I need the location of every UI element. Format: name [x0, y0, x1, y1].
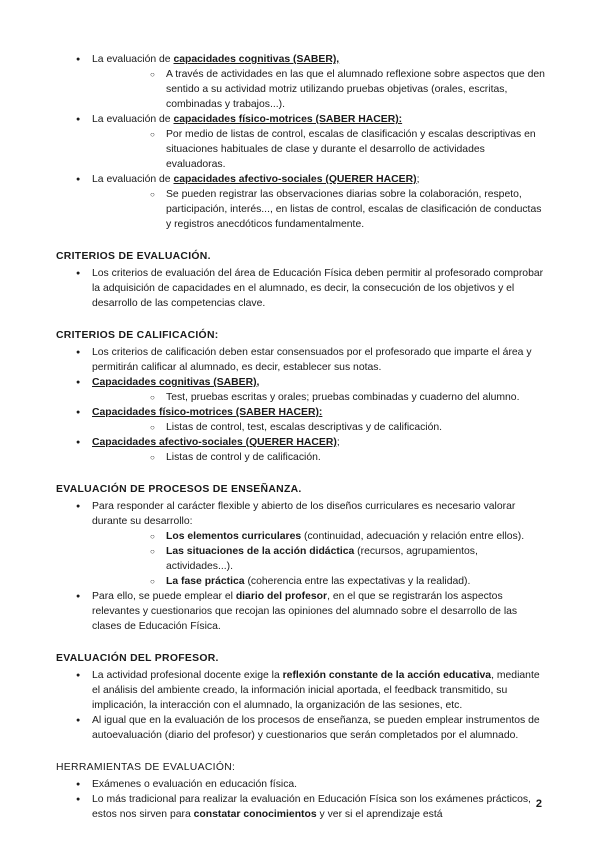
list-item — [56, 713, 546, 743]
sub-item-text: (continuidad, adecuación y relación entre ellos). — [301, 531, 525, 542]
item-text: Al igual que en la evaluación de los procesos de enseñanza, se pueden emplear instrumentos de autoevaluación (diario del profesor) y cuestionarios que serán completados por el alumnado. — [92, 715, 540, 741]
list-item — [56, 435, 546, 465]
item-text: La evaluación de — [92, 114, 174, 125]
item-bold-text: reflexión constante de la acción educativa — [282, 670, 492, 681]
item-suffix: , en el que se registrarán los aspectos relevantes y cuestionarios que recojan las opiniones del alumnado sobre el desarrollo de las clases de Educación Física. — [92, 591, 518, 632]
sub-item-text: Listas de control y de calificación. — [166, 452, 321, 463]
sub-list-item — [92, 187, 546, 232]
list-item — [56, 112, 546, 172]
sub-item-text: A través de actividades en las que el alumnado reflexione sobre aspectos que den sentido a su actividad motriz utilizando pruebas objetivas (orales, escritas, combinadas y trabajos...). — [166, 69, 545, 110]
item-text: Para responder al carácter flexible y abierto de los diseños curriculares es necesario valorar durante su desarrollo: — [92, 501, 516, 527]
sub-list-item — [92, 574, 546, 589]
item-bold-text: diario del profesor — [235, 591, 328, 602]
list-item — [56, 499, 546, 589]
item-bold-text: Capacidades físico-motrices (SABER HACER): — [92, 407, 323, 418]
sub-list-item — [92, 420, 546, 435]
item-suffix: ; — [416, 174, 420, 185]
sub-item-bold-text: Los elementos curriculares — [166, 531, 302, 542]
item-suffix: y ver si el aprendizaje está — [316, 809, 443, 820]
list-item — [56, 589, 546, 634]
list-item — [56, 777, 546, 792]
list-item — [56, 345, 546, 375]
page-number: 2 — [535, 798, 542, 810]
item-text: Exámenes o evaluación en educación física. — [92, 779, 298, 790]
item-bold-text: Capacidades cognitivas (SABER), — [92, 377, 260, 388]
sub-item-text: (coherencia entre las expectativas y la realidad). — [244, 576, 471, 587]
heading-criterios-evaluacion: CRITERIOS DE EVALUACIÓN. — [56, 251, 211, 262]
sub-item-text: Test, pruebas escritas y orales; pruebas combinadas y cuaderno del alumno. — [166, 392, 520, 403]
item-bold-text: constatar conocimientos — [193, 809, 317, 820]
sub-list-item — [92, 67, 546, 112]
item-bold-text: capacidades afectivo-sociales (QUERER HACER) — [173, 174, 417, 185]
page-content — [56, 52, 546, 822]
sub-item-text: (recursos, agrupamientos, actividades...). — [166, 546, 478, 572]
sub-item-text: Por medio de listas de control, escalas de clasificación y escalas descriptivas en situaciones habituales de clase y durante el desarrollo de actividades evaluadoras. — [166, 129, 536, 170]
sub-item-bold-text: Las situaciones de la acción didáctica — [166, 546, 355, 557]
item-bold-text: capacidades cognitivas (SABER), — [173, 54, 340, 65]
item-bold-text: Capacidades afectivo-sociales (QUERER HACER) — [92, 437, 337, 448]
item-text: La actividad profesional docente exige la — [92, 670, 283, 681]
list-item — [56, 792, 546, 822]
item-text: La evaluación de — [92, 54, 174, 65]
capacidades-list — [56, 52, 546, 232]
item-suffix: ; — [336, 437, 340, 448]
item-text: Lo más tradicional para realizar la evaluación en Educación Física son los exámenes prácticos, estos nos sirven para — [92, 794, 531, 820]
sub-list-item — [92, 450, 546, 465]
list-item — [56, 266, 546, 311]
item-text: Los criterios de calificación deben estar consensuados por el profesorado que imparte el área y permitirán calificar al alumnado, es decir, establecer sus notas. — [92, 347, 532, 373]
sub-list-item — [92, 529, 546, 544]
heading-criterios-calificacion: CRITERIOS DE CALIFICACIÓN: — [56, 330, 219, 341]
item-text: Para ello, se puede emplear el — [92, 591, 236, 602]
sub-list-item — [92, 390, 546, 405]
item-text: La evaluación de — [92, 174, 174, 185]
item-bold-text: capacidades físico-motrices (SABER HACER): — [173, 114, 403, 125]
heading-herramientas: HERRAMIENTAS DE EVALUACIÓN: — [56, 762, 236, 773]
list-item — [56, 668, 546, 713]
heading-procesos-ensenanza: EVALUACIÓN DE PROCESOS DE ENSEÑANZA. — [56, 484, 302, 495]
item-suffix: , mediante el análisis del ambiente creado, la información inicial aportada, el feedback transmitido, su implicación, la interacción con el alumnado, la organización de las sesiones, etc. — [92, 670, 540, 711]
list-item — [56, 172, 546, 232]
sub-item-text: Listas de control, test, escalas descriptivas y de calificación. — [166, 422, 443, 433]
sub-item-bold-text: La fase práctica — [166, 576, 245, 587]
sub-list-item — [92, 127, 546, 172]
heading-evaluacion-profesor: EVALUACIÓN DEL PROFESOR. — [56, 653, 219, 664]
list-item — [56, 375, 546, 405]
item-text: Los criterios de evaluación del área de Educación Física deben permitir al profesorado comprobar la adquisición de capacidades en el alumnado, es decir, la consecución de los objetivos y el desarrollo de las competencias clave. — [92, 268, 544, 309]
list-item — [56, 52, 546, 112]
sub-item-text: Se pueden registrar las observaciones diarias sobre la colaboración, respeto, participación, interés..., en listas de control, escalas de clasificación de conductas y registros anecdóticos fundamentalmente. — [166, 189, 542, 230]
sub-list-item — [92, 544, 546, 574]
list-item — [56, 405, 546, 435]
